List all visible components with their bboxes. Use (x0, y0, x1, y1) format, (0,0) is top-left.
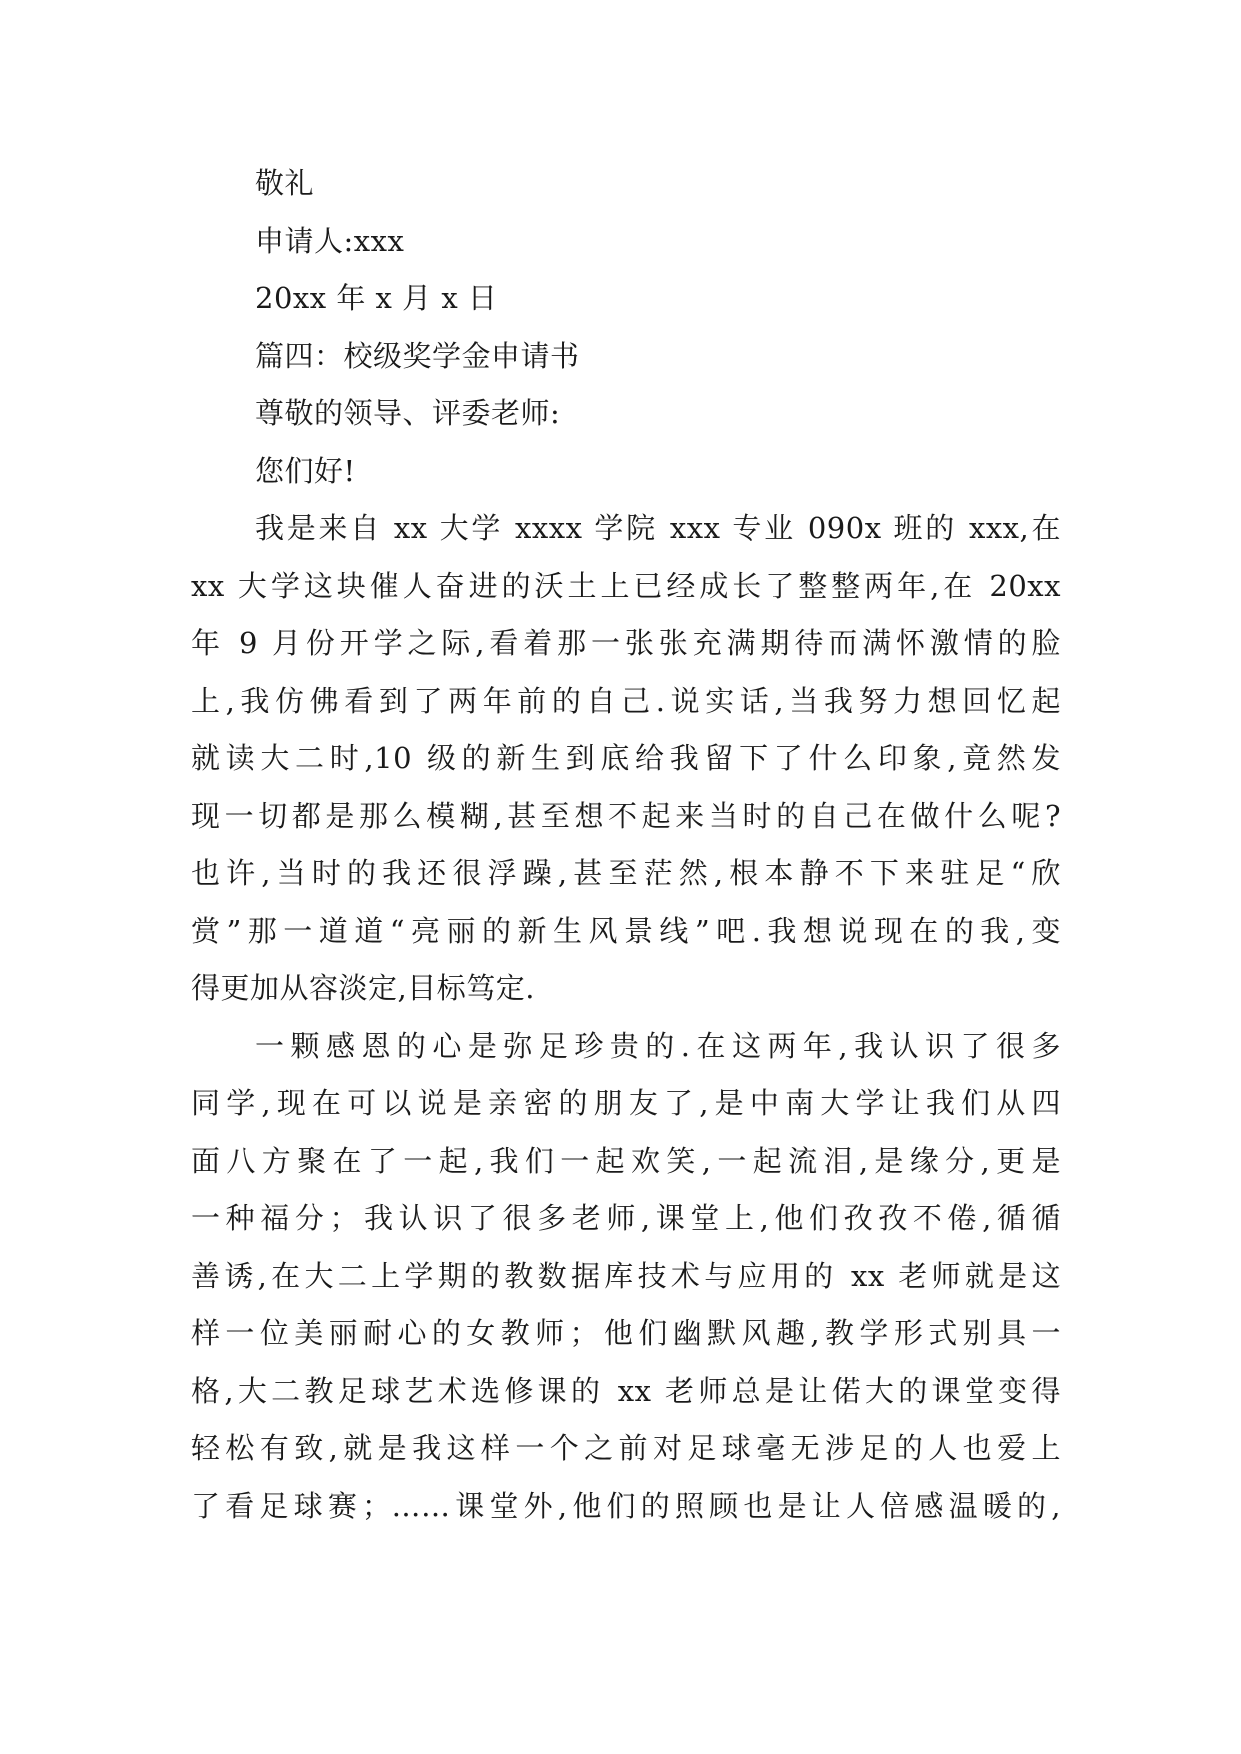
paragraph-line: 就读大二时,10 级的新生到底给我留下了什么印象,竟然发 (191, 741, 1061, 775)
paragraph-line: 轻松有致,就是我这样一个之前对足球毫无涉足的人也爱上 (191, 1431, 1061, 1465)
closing-line: 敬礼 (255, 166, 315, 200)
paragraph-line: 一颗感恩的心是弥足珍贵的.在这两年,我认识了很多 (255, 1028, 1061, 1063)
paragraph-line: xx 大学这块催人奋进的沃土上已经成长了整整两年,在 20xx (191, 568, 1061, 603)
paragraph-1 (191, 500, 1061, 1018)
applicant-line: 申请人:xxx (255, 223, 405, 258)
paragraph-line: 了看足球赛；……课堂外,他们的照顾也是让人倍感温暖的, (191, 1488, 1061, 1523)
paragraph-line: 也许,当时的我还很浮躁,甚至茫然,根本静不下来驻足“欣 (191, 856, 1061, 890)
paragraph-line: 一种福分；我认识了很多老师,课堂上,他们孜孜不倦,循循 (191, 1201, 1061, 1235)
paragraph-line: 得更加从容淡定,目标笃定. (191, 971, 535, 1005)
document-body (191, 155, 1061, 1535)
greeting-line: 您们好! (255, 453, 356, 488)
date-line: 20xx 年 x 月 x 日 (255, 281, 498, 315)
paragraph-line: 格,大二教足球艺术选修课的 xx 老师总是让偌大的课堂变得 (191, 1373, 1061, 1408)
salutation-line: 尊敬的领导、评委老师: (255, 396, 561, 430)
paragraph-2 (191, 1018, 1061, 1536)
paragraph-line: 样一位美丽耐心的女教师；他们幽默风趣,教学形式别具一 (191, 1316, 1061, 1350)
paragraph-line: 赏”那一道道“亮丽的新生风景线”吧.我想说现在的我,变 (191, 913, 1061, 948)
paragraph-line: 年 9 月份开学之际,看着那一张张充满期待而满怀激情的脸 (191, 626, 1061, 660)
paragraph-line: 同学,现在可以说是亲密的朋友了,是中南大学让我们从四 (191, 1086, 1061, 1120)
section-title: 篇四：校级奖学金申请书 (255, 338, 580, 373)
paragraph-line: 善诱,在大二上学期的教数据库技术与应用的 xx 老师就是这 (191, 1258, 1061, 1293)
paragraph-line: 上,我仿佛看到了两年前的自己.说实话,当我努力想回忆起 (191, 683, 1061, 718)
paragraph-line: 我是来自 xx 大学 xxxx 学院 xxx 专业 090x 班的 xxx,在 (255, 511, 1061, 545)
paragraph-line: 面八方聚在了一起,我们一起欢笑,一起流泪,是缘分,更是 (191, 1143, 1061, 1178)
paragraph-line: 现一切都是那么模糊,甚至想不起来当时的自己在做什么呢? (191, 798, 1061, 833)
